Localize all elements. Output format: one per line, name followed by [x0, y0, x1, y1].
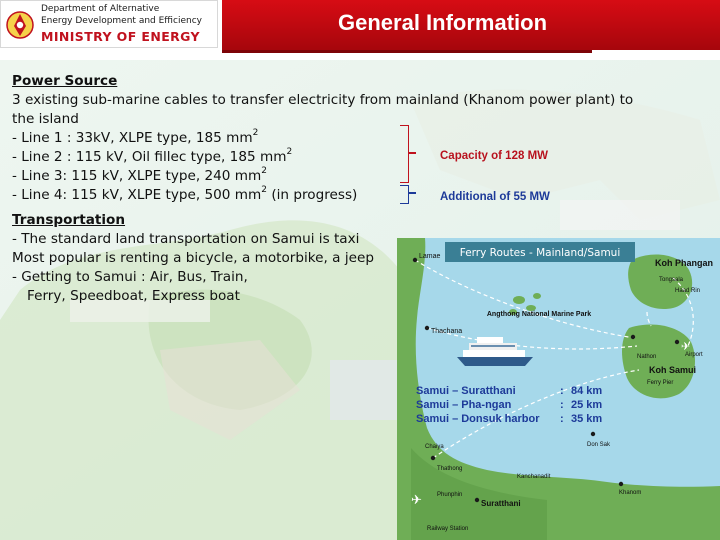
- samui-airport-icon: ✈: [681, 340, 691, 353]
- label-thachana: Thachana: [431, 328, 463, 335]
- transportation-heading: Transportation: [12, 212, 126, 228]
- capacity-tick: [408, 152, 416, 154]
- label-haad-rin: Haad Rin: [675, 288, 701, 294]
- transport-line-2: Most popular is renting a bicycle, a motorbike, a jeep: [12, 250, 374, 266]
- logo-text-line-1: Department of Alternative: [41, 4, 160, 14]
- label-surat: Suratthani: [481, 499, 521, 508]
- label-kanchanadit: Kanchanadit: [517, 474, 551, 480]
- label-nathon: Nathon: [637, 354, 657, 360]
- label-chaiya: Chaiya: [425, 444, 444, 450]
- transport-line-1: - The standard land transportation on Samui is taxi: [12, 231, 360, 247]
- transport-line-3: - Getting to Samui : Air, Bus, Train,: [12, 269, 248, 285]
- transport-line-4: Ferry, Speedboat, Express boat: [27, 288, 240, 304]
- label-phunphin: Phunphin: [437, 492, 463, 498]
- label-angthong: Angthong National Marine Park: [486, 311, 592, 318]
- label-koh-samui: Koh Samui: [649, 365, 697, 375]
- capacity-note: Capacity of 128 MW: [440, 150, 548, 162]
- additional-bracket: [400, 185, 409, 204]
- label-lamae: Lamae: [419, 253, 441, 260]
- ministry-emblem-icon: [5, 5, 35, 45]
- label-railway: Railway Station: [427, 526, 469, 532]
- slide-title: General Information: [338, 10, 548, 35]
- power-source-heading: Power Source: [12, 73, 118, 89]
- map-title: Ferry Routes - Mainland/Samui: [459, 247, 621, 259]
- capacity-bracket: [400, 125, 409, 183]
- cable-line-3: - Line 3: 115 kV, XLPE type, 240 $mm^2$: [12, 166, 267, 184]
- label-ferry-pier: Ferry Pier: [647, 380, 674, 386]
- label-koh-phangan: Koh Phangan: [655, 258, 713, 268]
- slide-header: [0, 0, 720, 56]
- logo-text-line-3: MINISTRY OF ENERGY: [41, 29, 200, 44]
- title-underline: [222, 50, 592, 53]
- airport-icon: ✈: [411, 493, 422, 508]
- additional-note: Additional of 55 MW: [440, 191, 550, 203]
- cable-line-2: - Line 2 : 115 kV, Oil fillec type, 185 $mm^2$: [12, 147, 293, 165]
- label-khanom: Khanom: [619, 490, 642, 496]
- additional-tick: [408, 192, 416, 194]
- label-thongsala: Tongsala: [659, 277, 684, 283]
- power-source-intro: 3 existing sub-marine cables to transfer electricity from mainland (Khanom power plant) to the island: [12, 92, 634, 127]
- label-tha-thong: Thathong: [437, 466, 463, 472]
- ministry-logo: [0, 0, 218, 48]
- cable-line-4: - Line 4: 115 kV, XLPE type, 500 $mm^2$ (in progress): [12, 185, 358, 203]
- label-don-sak: Don Sak: [587, 442, 611, 448]
- cable-line-1: - Line 1 : 33kV, XLPE type, 185 $mm^2$: [12, 128, 259, 146]
- label-airport: Airport: [685, 352, 703, 358]
- logo-text-line-2: Energy Development and Efficiency: [41, 16, 202, 26]
